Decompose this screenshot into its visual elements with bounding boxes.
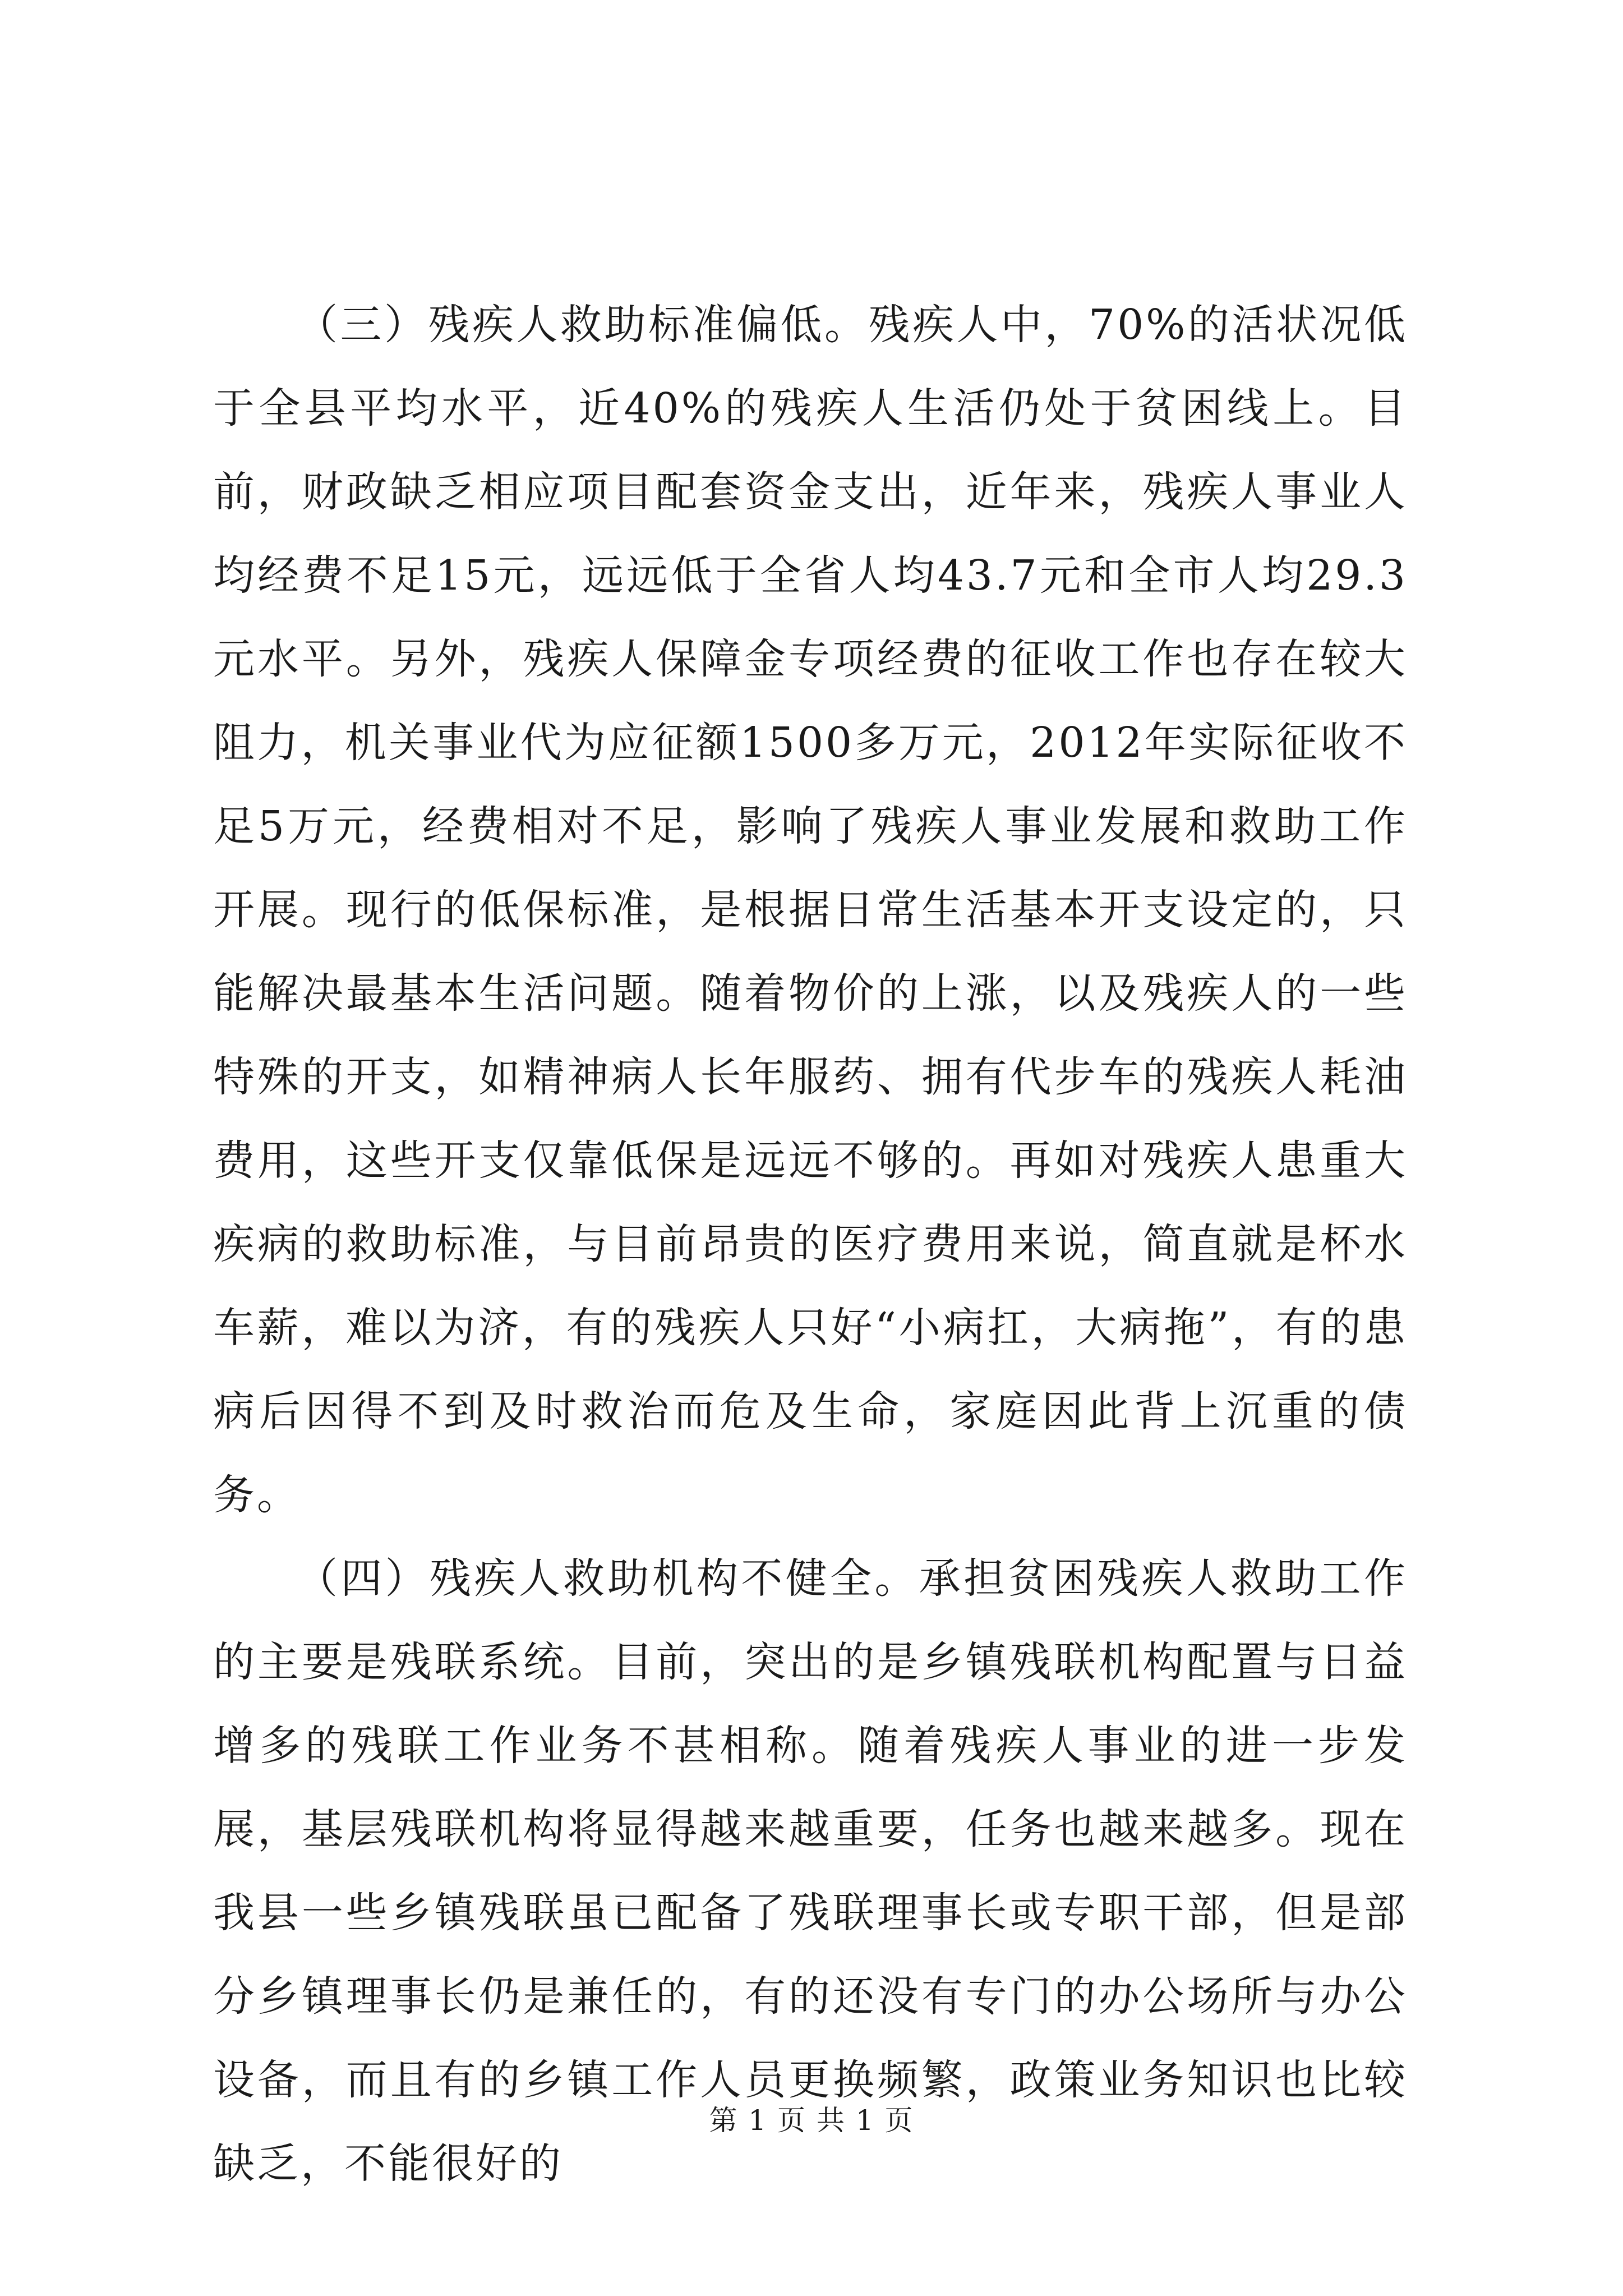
page-number-footer: 第 1 页 共 1 页 bbox=[709, 2104, 914, 2137]
paragraph-section-4: （四）残疾人救助机构不健全。承担贫困残疾人救助工作的主要是残联系统。目前，突出的是乡镇残联机构配置与日益增多的残联工作业务不甚相称。随着残疾人事业的进一步发展，基层残联机构将显得越来越重要，任务也越来越多。现在我县一些乡镇残联虽已配备了残联理事长或专职干部，但是部分乡镇理事长仍是兼任的，有的还没有专门的办公场所与办公设备，而且有的乡镇工作人员更换频繁，政策业务知识也比较缺乏，不能很好的 bbox=[213, 1554, 1408, 2188]
paragraph-section-3: （三）残疾人救助标准偏低。残疾人中，70%的活状况低于全县平均水平，近40%的残疾人生活仍处于贫困线上。目前，财政缺乏相应项目配套资金支出，近年来，残疾人事业人均经费不足15元，远远低于全省人均43.7元和全市人均29.3元水平。另外，残疾人保障金专项经费的征收工作也存在较大阻力，机关事业代为应征额1500多万元，2012年实际征收不足5万元，经费相对不足，影响了残疾人事业发展和救助工作开展。现行的低保标准，是根据日常生活基本开支设定的，只能解决最基本生活问题。随着物价的上涨，以及残疾人的一些特殊的开支，如精神病人长年服药、拥有代步车的残疾人耗油费用，这些开支仅靠低保是远远不够的。再如对残疾人患重大疾病的救助标准，与目前昂贵的医疗费用来说，简直就是杯水车薪，难以为济，有的残疾人只好“小病扛，大病拖”，有的患病后因得不到及时救治而危及生命，家庭因此背上沉重的债务。 bbox=[213, 301, 1408, 1519]
document-body bbox=[213, 283, 1408, 2206]
